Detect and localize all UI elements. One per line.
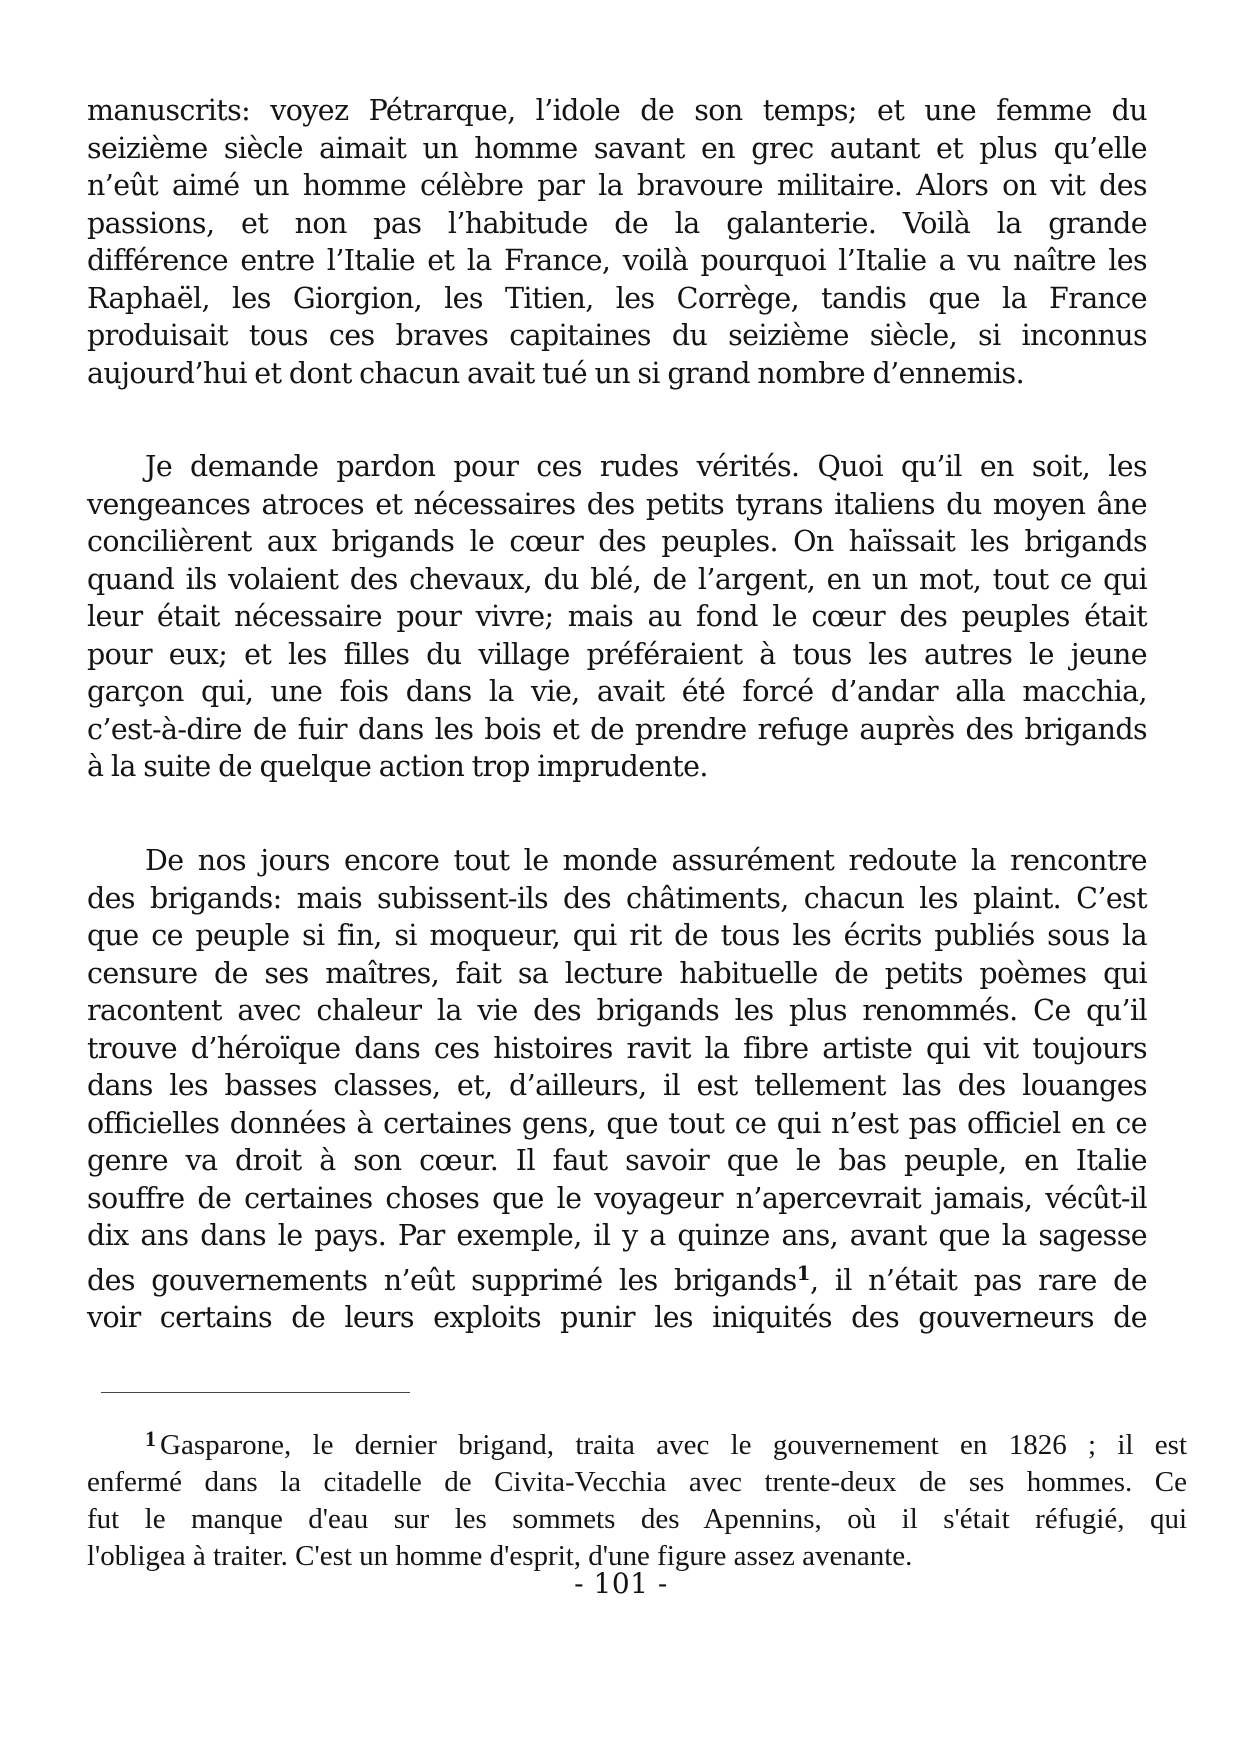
text-line: que ce peuple si fin, si moqueur, qui rit de tous les écrits publiés sous la — [87, 919, 1147, 952]
paragraph-2 — [87, 448, 1147, 786]
text-line: De nos jours encore tout le monde assurément redoute la rencontre — [145, 844, 1147, 877]
text-line-with-footnote-ref — [87, 1255, 1147, 1300]
paragraph-3 — [87, 842, 1147, 1337]
footnote-line — [87, 1420, 1187, 1464]
text-line: manuscrits: voyez Pétrarque, l’idole de son temps; et une femme du — [87, 94, 1147, 127]
text-line: produisait tous ces braves capitaines du seizième siècle, si inconnus — [87, 319, 1147, 352]
text-line: racontent avec chaleur la vie des brigands les plus renommés. Ce qu’il — [87, 994, 1147, 1027]
text-line: aujourd’hui et dont chacun avait tué un si grand nombre d’ennemis. — [87, 356, 1025, 390]
text-line: censure de ses maîtres, fait sa lecture habituelle de petits poèmes qui — [87, 956, 1147, 990]
text-line: concilièrent aux brigands le cœur des peuples. On haïssait les brigands — [87, 525, 1147, 558]
text-line: dix ans dans le pays. Par exemple, il y a quinze ans, avant que la sagesse — [87, 1219, 1147, 1252]
text-fragment: , il n’était pas rare de — [809, 1263, 1147, 1297]
text-fragment: des gouvernements n’eût supprimé les brigands — [87, 1263, 797, 1297]
text-line: à la suite de quelque action trop imprudente. — [87, 750, 708, 783]
footnote-line: fut le manque d'eau sur les sommets des Apennins, où il s'était réfugié, qui — [87, 1503, 1187, 1535]
text-line: officielles données à certaines gens, que tout ce qui n’est pas officiel en ce — [87, 1106, 1147, 1140]
text-line: c’est-à-dire de fuir dans les bois et de prendre refuge auprès des brigands — [87, 712, 1147, 746]
text-line: n’eût aimé un homme célèbre par la bravoure militaire. Alors on vit des — [87, 169, 1147, 202]
footnote-separator — [101, 1392, 410, 1393]
text-line: garçon qui, une fois dans la vie, avait été forcé d’andar alla macchia, — [87, 675, 1147, 708]
footnote-line: l'obligea à traiter. C'est un homme d'esprit, d'une figure assez avenante. — [87, 1540, 913, 1572]
footnote-reference[interactable]: 1 — [796, 1260, 810, 1285]
text-line: souffre de certaines choses que le voyageur n’apercevrait jamais, vécût-il — [87, 1181, 1147, 1215]
text-line: trouve d’héroïque dans ces histoires ravit la fibre artiste qui vit toujours — [87, 1031, 1147, 1065]
text-line: quand ils volaient des chevaux, du blé, de l’argent, en un mot, tout ce qui — [87, 562, 1147, 596]
text-line: seizième siècle aimait un homme savant en grec autant et plus qu’elle — [87, 131, 1147, 165]
text-line: voir certains de leurs exploits punir les iniquités des gouverneurs de — [87, 1301, 1147, 1334]
text-line: genre va droit à son cœur. Il faut savoir que le bas peuple, en Italie — [87, 1144, 1147, 1177]
text-line: Je demande pardon pour ces rudes vérités. Quoi qu’il en soit, les — [145, 450, 1147, 483]
page-number: - 101 - — [574, 1567, 668, 1600]
text-line: leur était nécessaire pour vivre; mais au fond le cœur des peuples était — [87, 600, 1147, 633]
text-line: passions, et non pas l’habitude de la galanterie. Voilà la grande — [87, 206, 1147, 240]
footnote-marker: 1 — [145, 1426, 156, 1451]
text-line: Raphaël, les Giorgion, les Titien, les Corrège, tandis que la France — [87, 281, 1147, 315]
footnote-1 — [87, 1420, 1187, 1575]
text-line: des brigands: mais subissent-ils des châtiments, chacun les plaint. C’est — [87, 881, 1147, 915]
text-line: vengeances atroces et nécessaires des petits tyrans italiens du moyen âne — [87, 487, 1147, 521]
paragraph-1 — [87, 92, 1147, 392]
text-line: pour eux; et les filles du village préféraient à tous les autres le jeune — [87, 637, 1147, 671]
text-fragment: Gasparone, le dernier brigand, traita avec le gouvernement en 1826 ; il est — [160, 1429, 1187, 1461]
footnote-line: enfermé dans la citadelle de Civita-Vecchia avec trente-deux de ses hommes. Ce — [87, 1466, 1187, 1498]
text-line: différence entre l’Italie et la France, voilà pourquoi l’Italie a vu naître les — [87, 244, 1147, 277]
text-line: dans les basses classes, et, d’ailleurs, il est tellement las des louanges — [87, 1069, 1147, 1102]
